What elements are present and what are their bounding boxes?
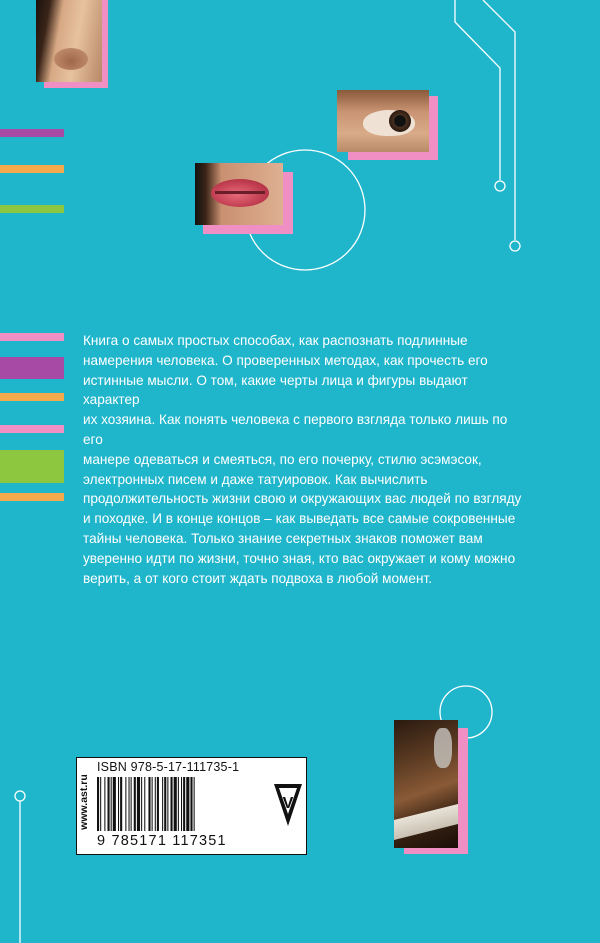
stripe-orange-bottom <box>0 493 64 501</box>
barcode-panel <box>76 757 307 855</box>
stripe-pink-2 <box>0 425 64 433</box>
stripe-orange-top <box>0 165 64 173</box>
description-line: электронных писем и даже татуировок. Как вычислить <box>83 471 428 487</box>
book-description <box>83 331 523 588</box>
nose-image <box>36 0 102 82</box>
description-line: продолжительность жизни свою и окружающих вас людей по взгляду <box>83 491 522 507</box>
publisher-url: www.ast.ru <box>78 774 90 830</box>
stripe-purple-block <box>0 357 64 379</box>
description-line: намерения человека. О проверенных методах, как прочесть его <box>83 352 488 368</box>
description-line: верить, а от кого стоит ждать подвоха в любой момент. <box>83 570 432 586</box>
ean-number: 9 785171 117351 <box>97 833 227 849</box>
description-line: манере одеваться и смеяться, по его почерку, стилю эсэмэсок, <box>83 451 482 467</box>
stripe-green-top <box>0 205 64 213</box>
stripe-orange-mid <box>0 393 64 401</box>
publisher-logo-letter: V <box>282 795 294 812</box>
description-line: и походке. И в конце концов – как выведать все самые сокровенные <box>83 511 516 527</box>
description-line: истинные мысли. О том, какие черты лица и фигуры выдают характер <box>83 372 468 408</box>
description-line: уверенно идти по жизни, точно зная, кто вас окружает и кому можно <box>83 550 516 566</box>
publisher-logo <box>274 768 302 844</box>
stripe-green-block <box>0 450 64 483</box>
barcode-bars <box>97 777 227 831</box>
stripe-purple-top <box>0 129 64 137</box>
description-line: их хозяина. Как понять человека с первого взгляда только лишь по его <box>83 412 508 447</box>
eye-image <box>337 90 429 152</box>
lips-image <box>195 163 283 225</box>
description-line: Книга о самых простых способах, как распознать подлинные <box>83 333 468 348</box>
isbn-label: ISBN 978-5-17-111735-1 <box>97 760 240 774</box>
painting-detail-image <box>394 720 458 848</box>
description-line: тайны человека. Только знание секретных знаков поможет вам <box>83 530 483 546</box>
stripe-pink-1 <box>0 333 64 341</box>
